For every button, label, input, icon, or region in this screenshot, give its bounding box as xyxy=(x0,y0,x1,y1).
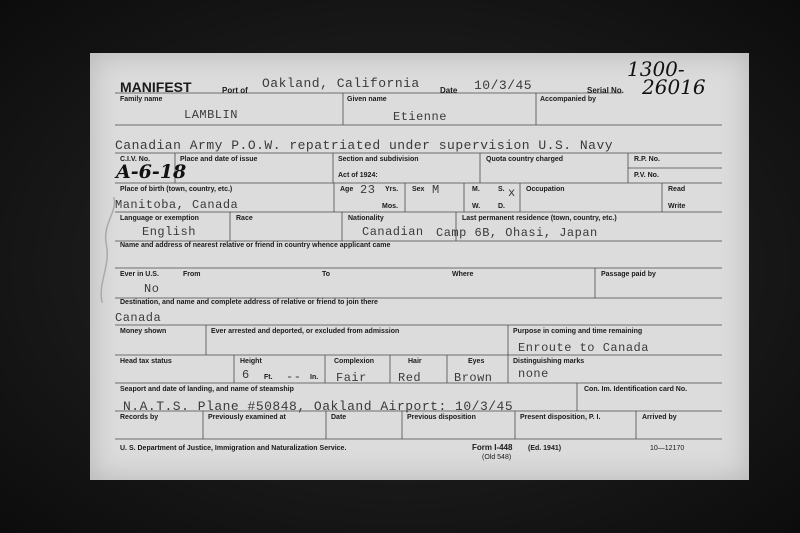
mos-label: Mos. xyxy=(382,203,398,210)
footer-form: Form I-448 xyxy=(472,443,513,452)
race-label: Race xyxy=(236,215,253,222)
footer-edition: (Ed. 1941) xyxy=(528,445,562,452)
passage-label: Passage paid by xyxy=(601,271,656,278)
language-value: English xyxy=(142,225,196,239)
nationality-value: Canadian xyxy=(362,225,424,239)
in-label: In. xyxy=(310,374,319,381)
to-label: To xyxy=(322,271,331,278)
occupation-label: Occupation xyxy=(526,186,565,193)
accompanied-label: Accompanied by xyxy=(540,96,597,103)
language-label: Language or exemption xyxy=(120,215,199,222)
family-name-value: LAMBLIN xyxy=(184,108,238,122)
ever-in-us-value: No xyxy=(144,282,160,296)
headtax-label: Head tax status xyxy=(120,358,172,365)
eyes-value: Brown xyxy=(454,371,493,385)
family-name-label: Family name xyxy=(120,96,163,103)
marital-mark: x xyxy=(508,186,516,200)
marital-s-label: S. xyxy=(498,186,505,193)
purpose-label: Purpose in coming and time remaining xyxy=(513,328,643,335)
place-date-issue-label: Place and date of issue xyxy=(180,156,258,163)
civ-label: C.I.V. No. xyxy=(120,156,151,163)
height-value: 6 xyxy=(242,368,250,382)
write-label: Write xyxy=(668,203,686,210)
date-label: Date xyxy=(440,86,458,95)
quota-label: Quota country charged xyxy=(486,156,564,163)
prev-disposition-label: Previous disposition xyxy=(407,414,476,421)
serial-number-bottom: 26016 xyxy=(642,75,706,99)
civ-value: A-6-18 xyxy=(116,161,187,183)
where-label: Where xyxy=(452,271,474,278)
footer-department: U. S. Department of Justice, Immigration and Naturalization Service. xyxy=(120,445,347,452)
footer-old-form: (Old 548) xyxy=(482,454,512,461)
arrested-label: Ever arrested and deported, or excluded from admission xyxy=(211,328,400,335)
yrs-label: Yrs. xyxy=(385,186,399,193)
ft-label: Ft. xyxy=(264,374,273,381)
inches-value: -- xyxy=(286,370,302,384)
birth-value: Manitoba, Canada xyxy=(115,198,239,212)
port-value: Oakland, California xyxy=(262,76,420,91)
serial-number-top: 1300- xyxy=(627,57,685,81)
destination-value: Canada xyxy=(115,311,162,325)
sex-label: Sex xyxy=(412,186,425,193)
eyes-label: Eyes xyxy=(468,358,485,365)
rp-label: R.P. No. xyxy=(634,156,660,163)
residence-value: Camp 6B, Ohasi, Japan xyxy=(436,226,598,240)
age-value: 23 xyxy=(360,183,376,197)
marks-label: Distinguishing marks xyxy=(513,358,585,365)
date-value: 10/3/45 xyxy=(474,78,533,93)
prev-examined-label: Previously examined at xyxy=(208,414,286,421)
given-name-value: Etienne xyxy=(393,110,447,124)
act-label: Act of 1924: xyxy=(338,172,378,179)
arrived-by-label: Arrived by xyxy=(642,414,677,421)
birth-label: Place of birth (town, country, etc.) xyxy=(120,186,233,193)
marital-d-label: D. xyxy=(498,203,505,210)
manifest-title: MANIFEST xyxy=(120,79,192,95)
sex-value: M xyxy=(432,183,440,197)
complexion-label: Complexion xyxy=(334,358,375,365)
present-disposition-label: Present disposition, P. I. xyxy=(520,414,601,421)
prev-date-label: Date xyxy=(331,414,347,421)
money-label: Money shown xyxy=(120,328,167,335)
marital-w-label: W. xyxy=(472,203,481,210)
age-label: Age xyxy=(340,186,354,193)
remark-line: Canadian Army P.O.W. repatriated under supervision U.S. Navy xyxy=(115,138,614,153)
hair-label: Hair xyxy=(408,358,422,365)
nationality-label: Nationality xyxy=(348,215,384,222)
pv-label: P.V. No. xyxy=(634,172,659,179)
given-name-label: Given name xyxy=(347,96,387,103)
footer-code: 10—12170 xyxy=(650,445,685,452)
hair-value: Red xyxy=(398,371,422,385)
purpose-value: Enroute to Canada xyxy=(518,341,649,355)
marks-value: none xyxy=(518,367,549,381)
serial-label: Serial No. xyxy=(587,86,624,95)
port-label: Port of xyxy=(222,86,248,95)
con-id-label: Con. Im. Identification card No. xyxy=(584,386,688,393)
seaport-label: Seaport and date of landing, and name of steamship xyxy=(120,386,294,393)
residence-label: Last permanent residence (town, country, etc.) xyxy=(462,215,617,222)
read-label: Read xyxy=(668,186,686,193)
relative-label: Name and address of nearest relative or friend in country whence applicant came xyxy=(120,242,391,249)
height-label: Height xyxy=(240,358,262,365)
complexion-value: Fair xyxy=(336,371,367,385)
marital-m-label: M. xyxy=(472,186,480,193)
section-label: Section and subdivision xyxy=(338,156,419,163)
records-label: Records by xyxy=(120,414,159,421)
from-label: From xyxy=(183,271,201,278)
ever-in-us-label: Ever in U.S. xyxy=(120,271,159,278)
seaport-value: N.A.T.S. Plane #50848, Oakland Airport: 10/3/45 xyxy=(123,399,514,414)
manifest-card xyxy=(90,53,749,480)
destination-label: Destination, and name and complete address of relative or friend to join there xyxy=(120,299,378,306)
